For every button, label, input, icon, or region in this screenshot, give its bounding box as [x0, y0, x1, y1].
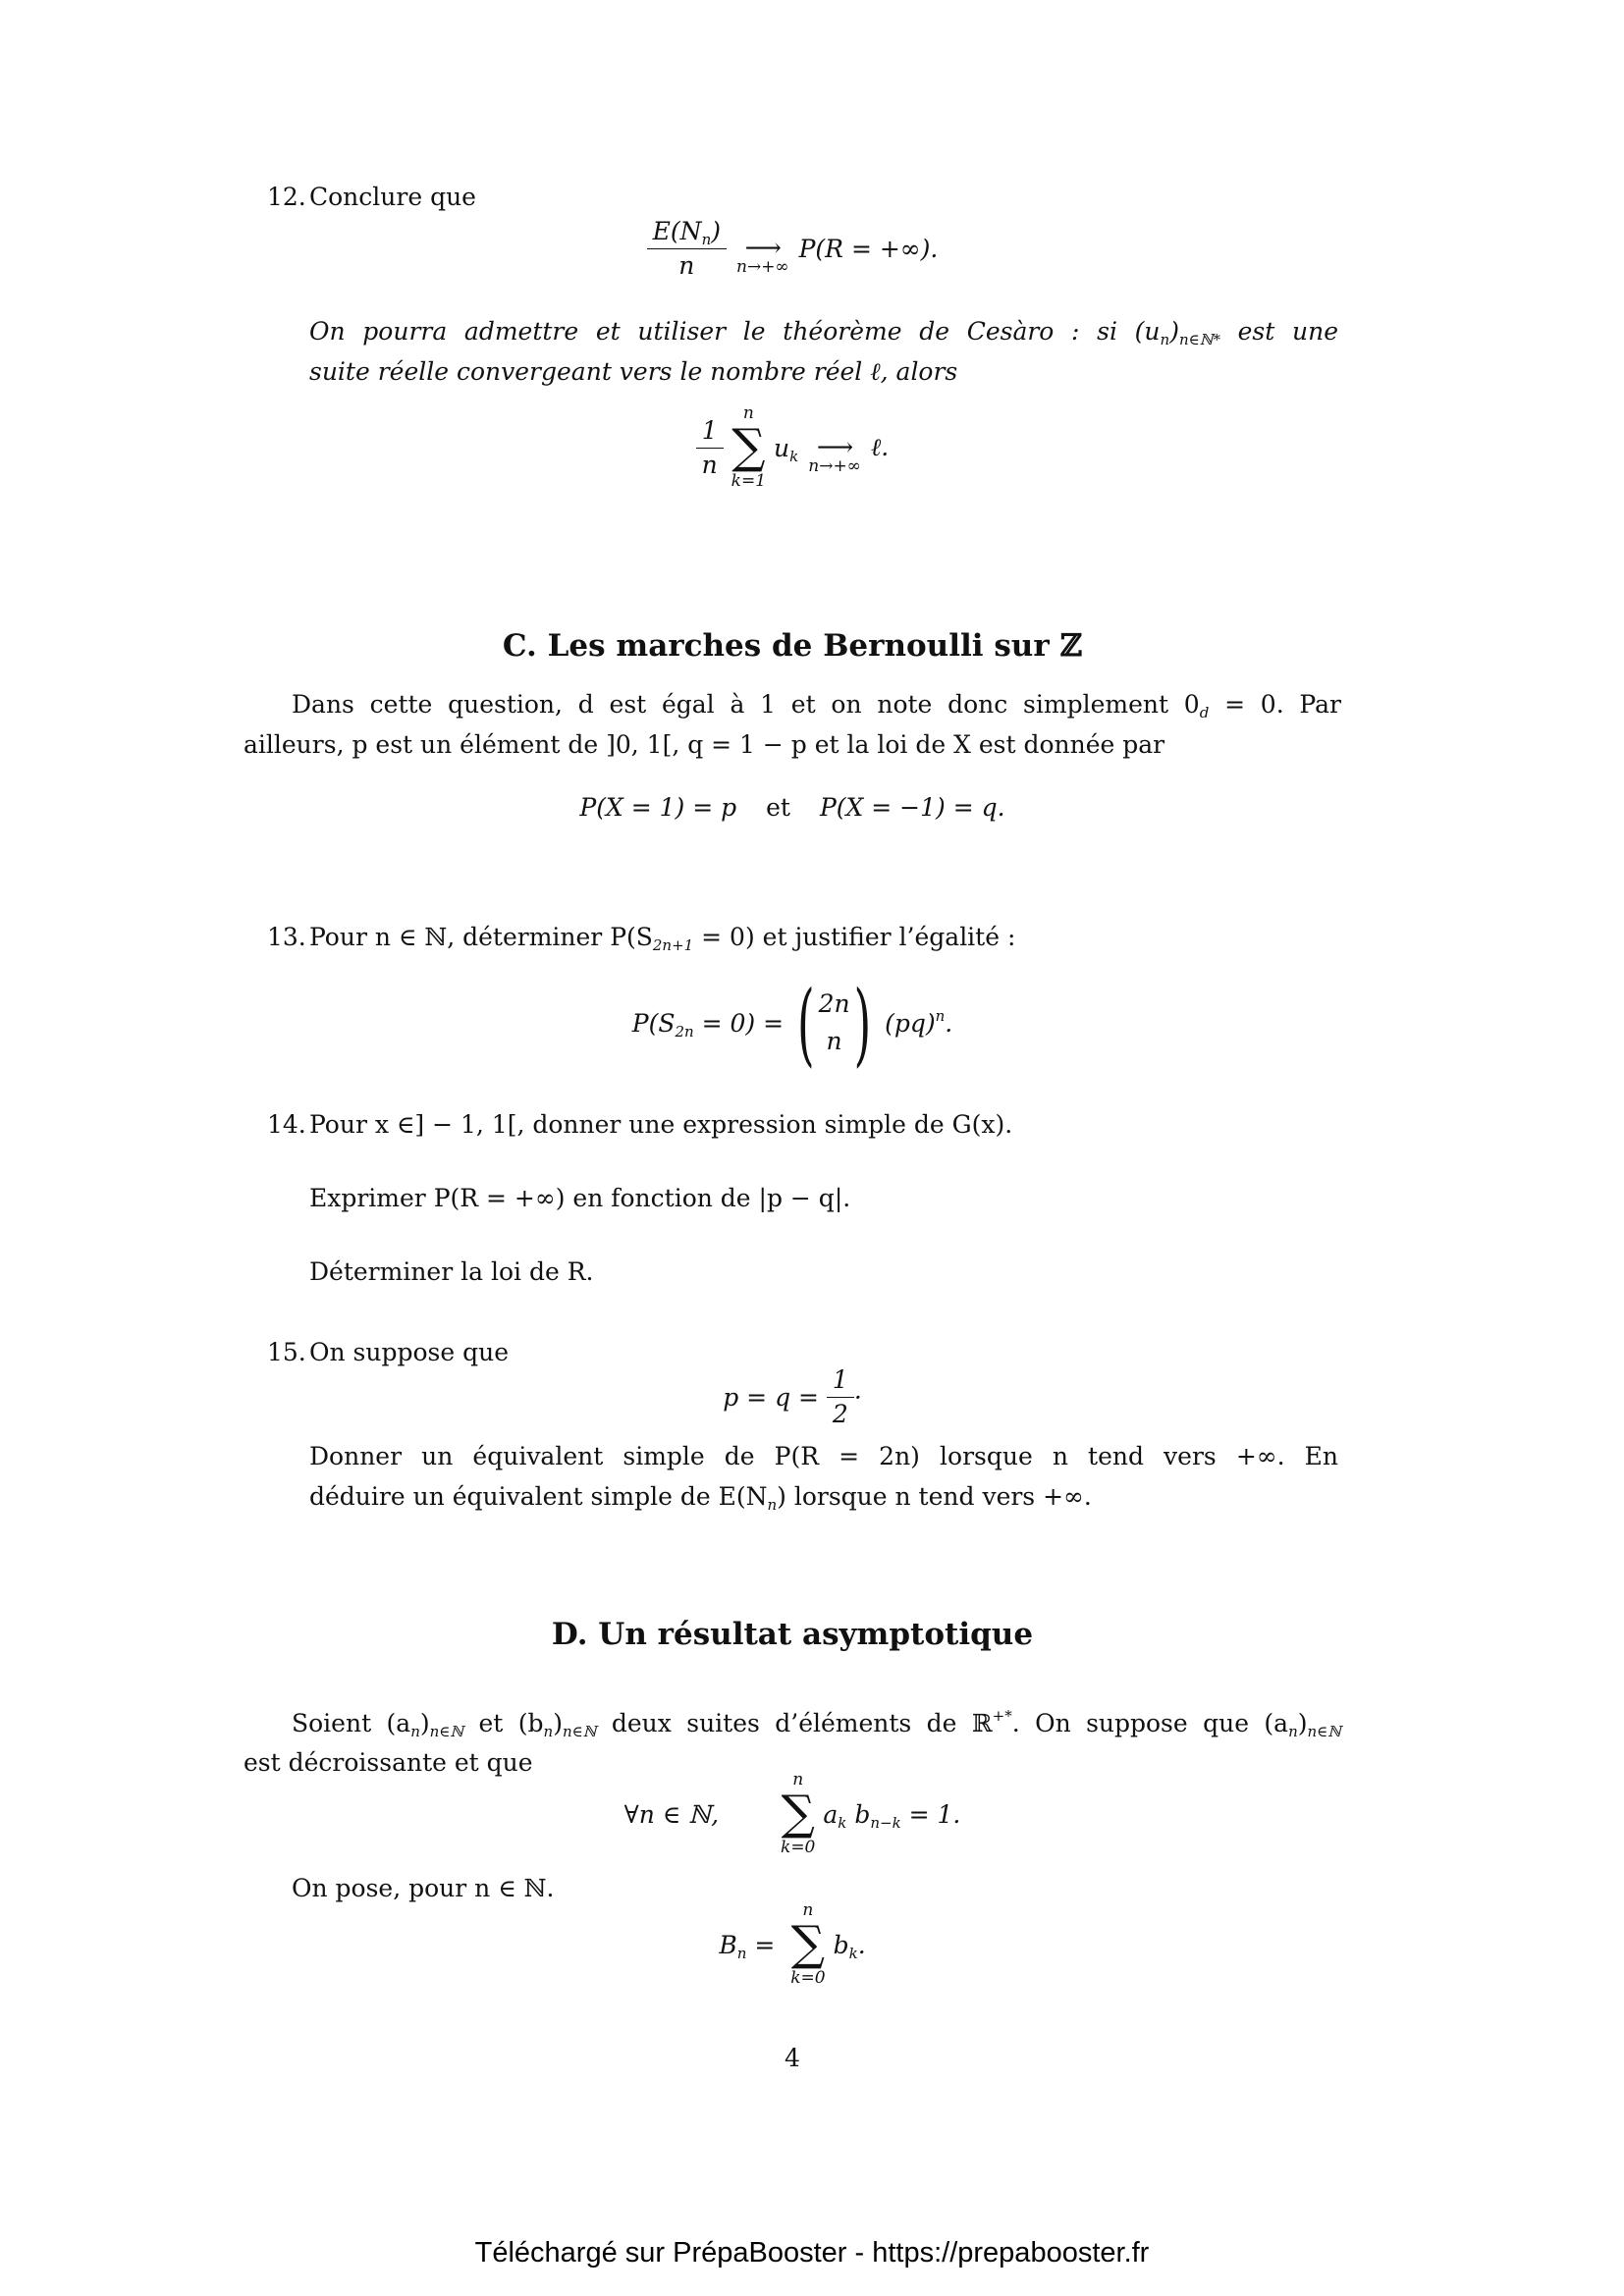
convolution-formula	[244, 1771, 1341, 1857]
item-12-number: 12.	[267, 183, 306, 211]
cesaro-limit-arrow: ⟶ n→+∞	[808, 433, 861, 476]
big-paren-left-icon: (	[797, 969, 815, 1077]
binomial-coefficient	[797, 969, 872, 1077]
fraction-numerator: $E(N_n)$	[647, 217, 727, 249]
cesaro-term: $u_k$	[774, 433, 799, 465]
fraction-ENn-over-n	[647, 217, 727, 281]
binom-top: 2n	[818, 989, 850, 1018]
item-15-text: On suppose que	[309, 1338, 510, 1366]
fraction-denominator: n	[678, 250, 695, 280]
binom-lhs: $P(S_{2n} = 0)$ =	[631, 1008, 792, 1041]
bn-rhs: $b_k$.	[833, 1930, 866, 1962]
limit-arrow-subscript: n→+∞	[736, 257, 789, 277]
big-paren-right-icon: )	[853, 969, 872, 1077]
page-number: 4	[785, 2044, 800, 2072]
item-14-line3: Déterminer la loi de R.	[309, 1257, 594, 1286]
item-15-number: 15.	[267, 1338, 306, 1366]
sigma-icon: ∑	[781, 1786, 815, 1841]
sum-k1-n: n ∑ k=1	[731, 403, 767, 491]
item-14-line	[267, 1104, 1342, 1145]
half-post: ·	[853, 1382, 862, 1412]
cesaro-formula	[244, 397, 1341, 499]
cesaro-note-line2: suite réelle convergeant vers le nombre réel ℓ, alors	[309, 357, 958, 386]
cesaro-note-line1: On pourra admettre et utiliser le théorème de Cesàro : si $(u_n)_{n\in ℕ*}$ est une	[309, 317, 1338, 348]
half-pre: p = q =	[723, 1382, 827, 1412]
section-c-intro	[244, 684, 1341, 765]
item-15-para-line2: déduire un équivalent simple de $E(N_n)$ lorsque n tend vers +∞.	[309, 1482, 1092, 1514]
section-d-title: D. Un résultat asymptotique	[551, 1617, 1034, 1652]
sum-k0-n: n ∑ k=0	[790, 1900, 826, 1988]
limit-arrow	[736, 234, 789, 278]
law-right: P(X = −1) = q.	[819, 792, 1005, 822]
item-14-line2: Exprimer P(R = +∞) en fonction de |p − q|.	[309, 1184, 851, 1212]
sigma-icon: ∑	[731, 419, 766, 474]
footer-watermark: Téléchargé sur PrépaBooster - https://prepabooster.fr	[474, 2237, 1150, 2269]
long-arrow-icon: ⟶	[816, 433, 853, 462]
section-d-intro-line1: Soient $(a_n)_{n\in ℕ}$ et $(b_n)_{n\in ℕ}$ deux suites d’éléments de ℝ+*. On suppose que $(a_n)_{n\in ℕ}$	[292, 1707, 1341, 1740]
item-13-text: Pour n ∈ ℕ, déterminer $P(S_{2n+1} = 0)$ et justifier l’égalité :	[309, 923, 1016, 954]
limit-formula-rhs: P(R = +∞).	[798, 234, 939, 263]
bn-lhs: $B_n$ =	[719, 1930, 784, 1962]
fraction-1-over-n: $\frac{1}{n}$	[696, 416, 724, 480]
cesaro-rhs: ℓ.	[870, 433, 890, 461]
section-c-intro-line1: Dans cette question, d est égal à 1 et on note donc simplement $0_d = 0$. Par	[292, 690, 1341, 721]
limit-formula	[244, 201, 1341, 295]
half-formula	[244, 1362, 1341, 1431]
section-c-title: C. Les marches de Bernoulli sur ℤ	[502, 628, 1083, 664]
binomial-formula	[244, 969, 1341, 1077]
law-et: et	[766, 792, 790, 822]
cesaro-note	[309, 311, 1338, 392]
item-14-text: Pour x ∈] − 1, 1[, donner une expression simple de G(x).	[309, 1110, 1013, 1139]
item-13-line	[267, 917, 1342, 957]
bn-formula	[244, 1900, 1341, 1989]
pose-line: On pose, pour n ∈ ℕ.	[292, 1874, 555, 1902]
forall-pre: ∀n ∈ ℕ,	[623, 1799, 720, 1829]
long-arrow-icon: ⟶	[744, 234, 781, 263]
binom-rhs: (pq)$^n$.	[877, 1006, 953, 1038]
sigma-icon: ∑	[790, 1916, 826, 1971]
convolution-terms: $a_k$ $b_{n-k} = 1$.	[823, 1799, 961, 1832]
section-c-intro-line2: ailleurs, p est un élément de ]0, 1[, q = 1 − p et la loi de X est donnée par	[244, 730, 1165, 759]
item-14-number: 14.	[267, 1110, 306, 1139]
law-left: P(X = 1) = p	[579, 792, 737, 822]
section-d-intro-line2: est décroissante et que	[244, 1748, 533, 1777]
item-15-para	[309, 1436, 1338, 1517]
item-12-text: Conclure que	[309, 183, 476, 211]
item-13-number: 13.	[267, 923, 306, 951]
law-formula	[244, 784, 1341, 829]
binom-bottom: n	[826, 1027, 842, 1055]
fraction-1-over-2: $\frac{1}{2}$	[827, 1365, 854, 1429]
item-15-para-line1: Donner un équivalent simple de P(R = 2n) lorsque n tend vers +∞. En	[309, 1442, 1338, 1470]
sum-k0-n: n ∑ k=0	[781, 1770, 816, 1857]
